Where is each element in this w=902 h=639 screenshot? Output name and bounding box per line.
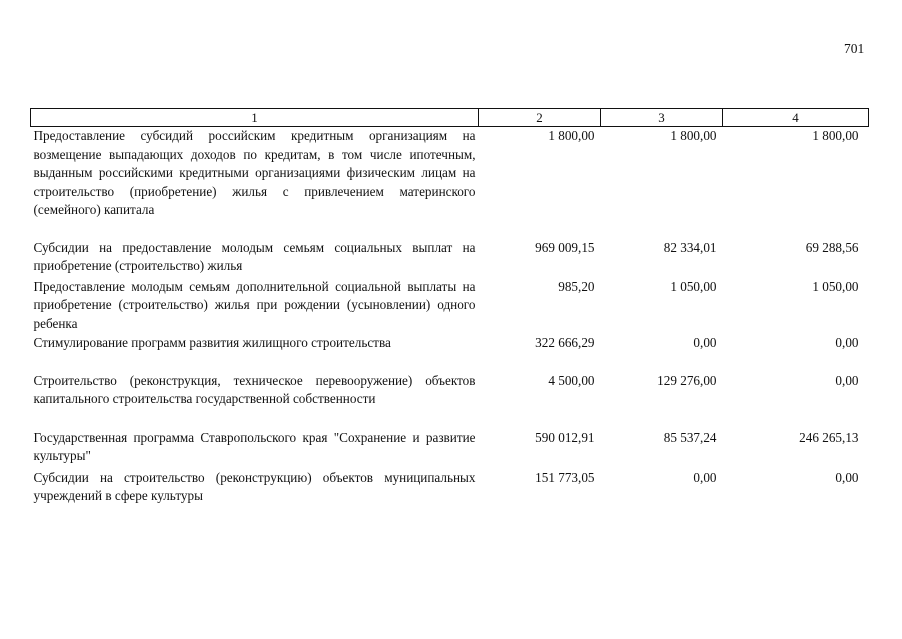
table-row — [31, 429, 869, 469]
row-value-col3: 0,00 — [693, 334, 717, 350]
table-row — [31, 127, 869, 239]
table-header-row — [31, 109, 869, 127]
row-description: Субсидии на предоставление молодым семьям социальных выплат на приобретение (строительство) жилья — [33, 239, 476, 273]
column-header-1: 1 — [31, 109, 479, 127]
row-value-col4: 0,00 — [835, 334, 859, 350]
row-value-col4: 1 800,00 — [812, 128, 859, 143]
column-header-4: 4 — [723, 109, 869, 127]
row-description: Предоставление субсидий российским кредитным организациям на возмещение выпадающих доходов по кредитам, в том числе ипотечным, выданным российскими кредитными организациями физическим лицам на строительство (приобретение) жилья с привлечением материнского (семейного) капитала — [33, 128, 476, 217]
row-value-col3: 0,00 — [693, 469, 717, 485]
row-value-col3: 82 334,01 — [663, 239, 717, 255]
row-value-col2: 1 800,00 — [548, 128, 595, 143]
row-description: Строительство (реконструкция, техническое перевооружение) объектов капитального строительства государственной собственности — [33, 372, 476, 406]
row-value-col2: 151 773,05 — [535, 469, 595, 485]
row-value-col2: 969 009,15 — [535, 239, 595, 255]
column-header-2: 2 — [479, 109, 601, 127]
column-header-3: 3 — [601, 109, 723, 127]
row-value-col3: 85 537,24 — [663, 429, 717, 445]
row-value-col3: 129 276,00 — [657, 372, 717, 388]
row-value-col4: 0,00 — [835, 372, 859, 388]
page-number: 701 — [844, 41, 865, 56]
row-description: Государственная программа Ставропольского края "Сохранение и развитие культуры" — [33, 429, 476, 463]
table-row — [31, 239, 869, 278]
row-value-col2: 4 500,00 — [548, 372, 595, 388]
row-value-col3: 1 800,00 — [670, 128, 717, 143]
budget-table — [30, 108, 869, 507]
table-row — [31, 469, 869, 507]
row-value-col2: 322 666,29 — [535, 334, 595, 350]
row-value-col2: 590 012,91 — [535, 429, 595, 445]
table-row — [31, 372, 869, 429]
row-value-col2: 985,20 — [558, 278, 595, 294]
row-description: Стимулирование программ развития жилищного строительства — [33, 334, 391, 350]
row-value-col4: 69 288,56 — [805, 239, 859, 255]
table-row — [31, 334, 869, 372]
row-description: Субсидии на строительство (реконструкцию) объектов муниципальных учреждений в сфере культуры — [33, 469, 476, 503]
row-value-col4: 1 050,00 — [812, 278, 859, 294]
row-value-col3: 1 050,00 — [670, 278, 717, 294]
table-row — [31, 278, 869, 334]
row-description: Предоставление молодым семьям дополнительной социальной выплаты на приобретение (строительство) жилья при рождении (усыновлении) одного ребенка — [33, 278, 476, 331]
row-value-col4: 0,00 — [835, 469, 859, 485]
row-value-col4: 246 265,13 — [799, 429, 859, 445]
